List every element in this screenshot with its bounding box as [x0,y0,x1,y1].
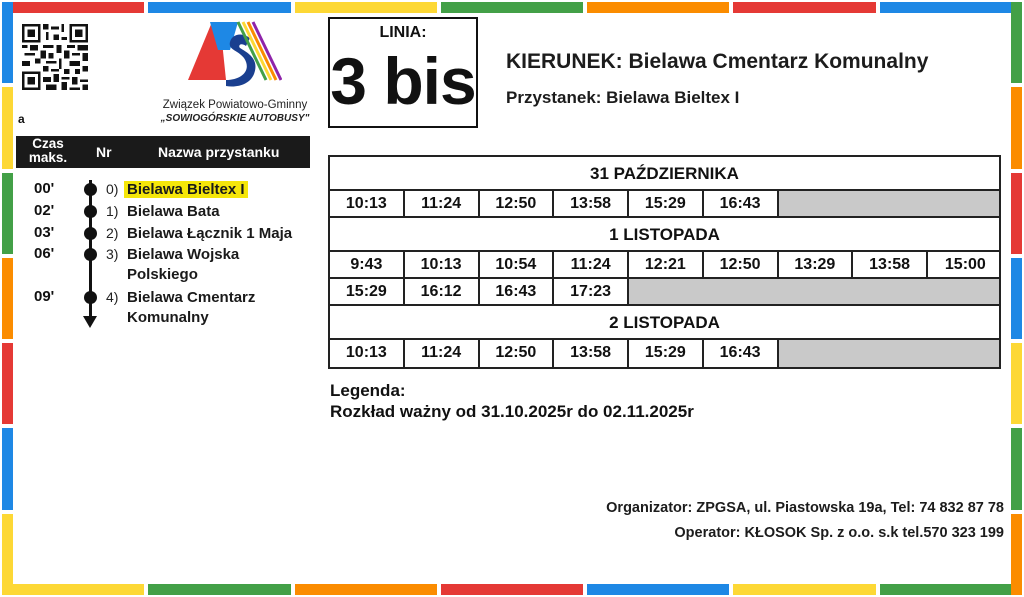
departure-time: 13:58 [853,252,928,277]
border-segment [880,2,1022,13]
qr-code-icon [22,24,88,90]
empty-cell [779,191,1000,216]
border-segment [2,87,13,168]
stop-name: Bielawa Łącznik 1 Maja [127,225,293,242]
departure-time: 16:12 [405,279,480,304]
stop-name: Bielawa Bata [127,203,220,220]
departure-timetable [328,155,1001,369]
stop-row [0,224,330,246]
departure-row [330,252,999,279]
validity-period: Rozkład ważny od 31.10.2025r do 02.11.2025r [330,402,694,421]
departure-time: 12:50 [480,340,555,367]
border-segment [2,343,13,424]
stop-time: 03' [34,224,55,241]
stop-dot-icon [84,227,97,240]
departure-row [330,279,999,306]
stop-row [0,288,330,330]
border-segment [1011,428,1022,509]
departure-time: 15:00 [944,256,986,273]
stop-name: Bielawa Wojska Polskiego [127,246,240,283]
stop-name: Bielawa Cmentarz Komunalny [127,289,256,326]
departure-time: 12:21 [629,252,704,277]
departure-time: 16:43 [480,279,555,304]
border-segment [1011,87,1022,168]
stop-list-header [16,136,310,168]
departure-time: 10:13 [330,191,405,216]
border-segment [2,514,13,595]
stop-number: 3) [106,246,119,262]
border-segment [2,2,144,13]
departure-time: 13:29 [779,252,854,277]
border-segment [1011,173,1022,254]
empty-cell [629,279,999,304]
departure-time: 13:58 [554,191,629,216]
departure-row [330,191,999,218]
border-segment [2,2,13,83]
departure-time: 9:43 [330,252,405,277]
current-stop-name: Bielawa Bieltex I [127,180,317,200]
stop-row [0,245,330,287]
border-segment [880,584,1022,595]
operator-info: Operator: KŁOSOK Sp. z o.o. s.k tel.570 323 199 [674,525,1004,541]
line-label: LINIA: [379,24,427,41]
border-segment [148,584,290,595]
stop-dot-icon [84,183,97,196]
border-segment [587,584,729,595]
departure-time: 15:29 [330,279,405,304]
day-heading: 2 LISTOPADA [330,306,999,340]
stop-number: 2) [106,225,119,241]
border-segment [1011,343,1022,424]
day-heading: 1 LISTOPADA [330,218,999,252]
qr-caption: a [18,112,25,126]
column-header-time: Czas maks. [28,136,68,165]
border-segment [2,584,144,595]
day-heading: 31 PAŹDZIERNIKA [330,157,999,191]
departure-time: 15:29 [629,191,704,216]
departure-time: 11:24 [405,340,480,367]
border-segment [733,2,875,13]
stop-heading: Przystanek: Bielawa Bieltex I [506,88,740,107]
departure-time: 16:43 [704,340,779,367]
departure-time: 10:13 [330,340,405,367]
stop-time: 06' [34,245,55,262]
departure-time: 12:50 [480,191,555,216]
departure-time: 10:54 [480,252,555,277]
border-segment [1011,2,1022,83]
border-segment [441,584,583,595]
column-header-nr: Nr [96,144,112,160]
stop-row [0,202,330,224]
stop-time: 02' [34,202,55,219]
stop-number: 0) [106,181,119,197]
border-segment [148,2,290,13]
departure-row [330,340,999,367]
border-segment [1011,258,1022,339]
stop-number: 1) [106,203,119,219]
organization-name: Związek Powiatowo-Gminny [162,99,308,111]
departure-time: 16:43 [704,191,779,216]
stop-time: 00' [34,180,55,197]
departure-time: 10:13 [405,252,480,277]
sowiogorskie-autobusy-logo-icon [180,16,282,98]
border-segment [587,2,729,13]
departure-time: 13:58 [554,340,629,367]
direction-heading: KIERUNEK: Bielawa Cmentarz Komunalny [506,50,929,73]
border-segment [295,2,437,13]
border-segment [295,584,437,595]
departure-time: 12:50 [704,252,779,277]
departure-time: 15:29 [629,340,704,367]
departure-time: 17:23 [554,279,629,304]
border-segment [2,428,13,509]
stop-dot-icon [84,248,97,261]
stop-time: 09' [34,288,55,305]
departure-time: 11:24 [554,252,629,277]
column-header-name: Nazwa przystanku [158,144,280,160]
legend-title: Legenda: [330,381,406,400]
stop-dot-icon [84,291,97,304]
organization-brand: „SOWIOGÓRSKIE AUTOBUSY" [160,113,310,124]
border-segment [733,584,875,595]
stop-number: 4) [106,289,119,305]
stop-row [0,180,330,202]
border-segment [441,2,583,13]
stop-dot-icon [84,205,97,218]
line-number: 3 bis [330,44,476,118]
organizer-info: Organizator: ZPGSA, ul. Piastowska 19a, Tel: 74 832 87 78 [606,500,1004,516]
departure-time: 11:24 [405,191,480,216]
empty-cell [779,340,1000,367]
line-number-box [328,17,478,128]
border-segment [1011,514,1022,595]
